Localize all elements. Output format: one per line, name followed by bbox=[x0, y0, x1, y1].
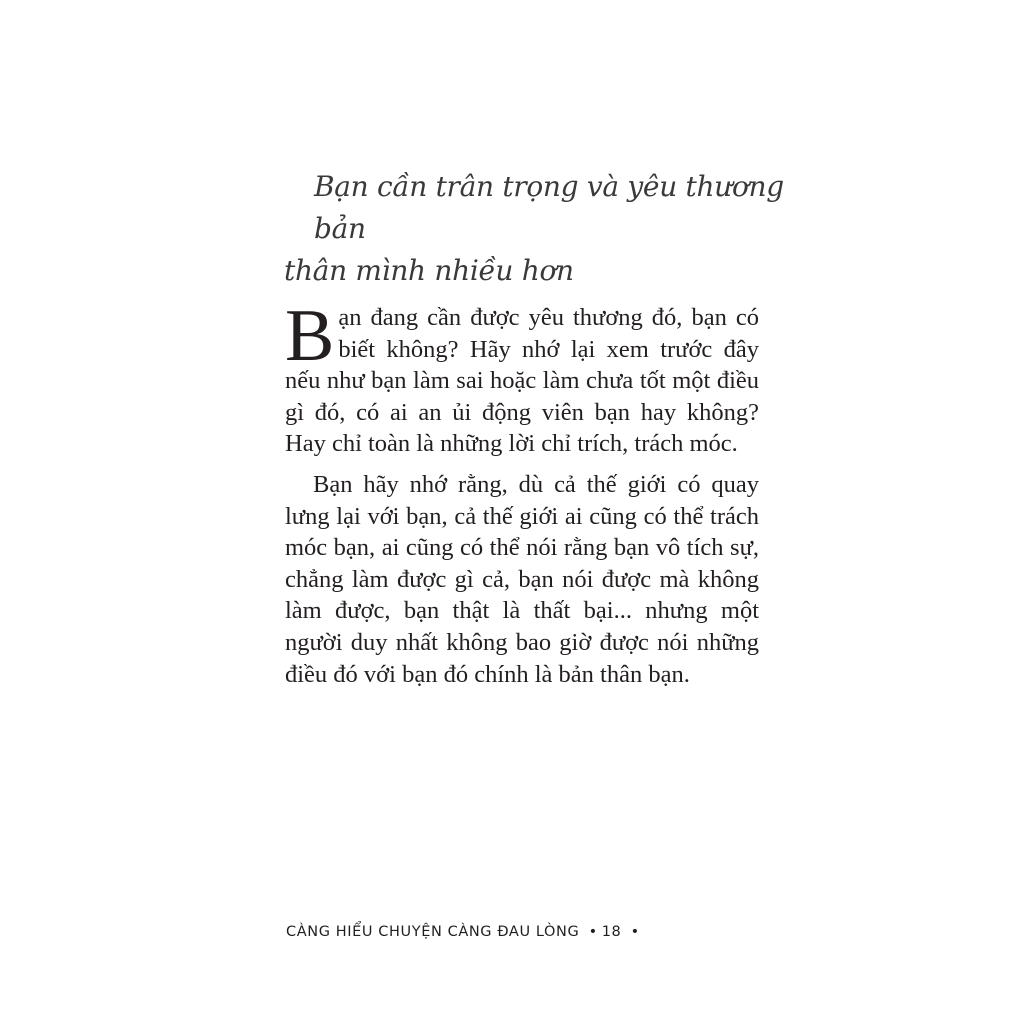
footer-bullet-right: • bbox=[630, 924, 640, 940]
paragraph-2: Bạn hãy nhớ rằng, dù cả thế giới có quay lưng lại với bạn, cả thế giới ai cũng có thể trách móc bạn, ai cũng có thể nói rằng bạn vô tích sự, chẳng làm được gì cả, bạn nói được mà không làm được, bạn thật là thất bại... nhưng một người duy nhất không bao giờ được nói những điều đó với bạn đó chính là bản thân bạn. bbox=[285, 470, 759, 688]
paragraph-1 bbox=[285, 295, 759, 460]
body-text bbox=[285, 295, 759, 690]
drop-cap: B bbox=[285, 295, 335, 377]
paragraph-1-text: ạn đang cần được yêu thương đó, bạn có biết không? Hãy nhớ lại xem trước đây nếu như bạn làm sai hoặc làm chưa tốt một điều gì đó, có ai an ủi động viên bạn hay không? Hay chỉ toàn là những lời chỉ trích, trách móc. bbox=[285, 304, 759, 458]
page-number: 18 bbox=[601, 924, 622, 940]
heading-line-1: Bạn cần trân trọng và yêu thương bản bbox=[314, 170, 784, 245]
footer-bullet-left: • bbox=[588, 924, 598, 940]
heading-line-2: thân mình nhiều hơn bbox=[284, 254, 574, 287]
running-footer bbox=[286, 924, 644, 940]
chapter-heading bbox=[284, 166, 784, 292]
footer-book-title: CÀNG HIỂU CHUYỆN CÀNG ĐAU LÒNG bbox=[286, 924, 580, 940]
